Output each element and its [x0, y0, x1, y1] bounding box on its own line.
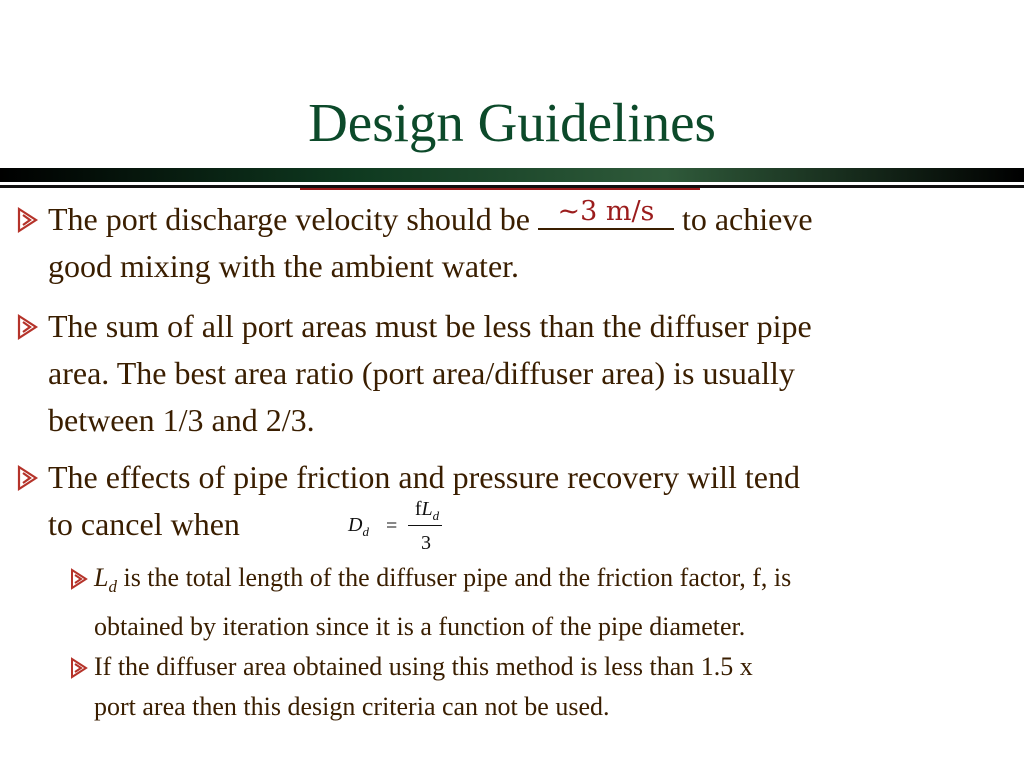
bullet-text: to cancel when — [48, 506, 240, 542]
formula-equals: = — [386, 515, 398, 537]
sub-bullet-text: obtained by iteration since it is a function of the pipe diameter. — [94, 612, 746, 642]
sub-bullet-text: If the diffuser area obtained using this method is less than 1.5 x — [94, 652, 753, 681]
ld-subscript: d — [108, 577, 117, 597]
formula-lhs: $D_d$ — [348, 514, 369, 539]
arrow-bullet-icon — [14, 196, 42, 243]
fraction-bar — [408, 525, 442, 526]
bullet-friction — [48, 454, 1008, 548]
arrow-bullet-icon — [68, 558, 90, 598]
bullet-port-area — [48, 303, 1008, 444]
formula-denominator: 3 — [421, 532, 431, 554]
slide-title: Design Guidelines — [308, 92, 716, 153]
answer-blank — [538, 198, 674, 230]
arrow-bullet-icon — [68, 647, 90, 687]
title-divider — [0, 168, 1024, 196]
sub-bullet-length — [94, 558, 1014, 647]
bullet-text: The port discharge velocity should be — [48, 201, 538, 237]
bullet-text: between 1/3 and 2/3. — [48, 402, 315, 438]
sub-bullet-text: port area then this design criteria can not be used. — [94, 692, 610, 721]
bullet-port-velocity — [48, 196, 988, 290]
bullet-text: The effects of pipe friction and pressure recovery will tend — [48, 459, 800, 495]
arrow-bullet-icon — [14, 303, 42, 350]
answer-text: ~3 m/s — [557, 196, 655, 227]
arrow-bullet-icon — [14, 454, 42, 501]
bullet-text: The sum of all port areas must be less than the diffuser pipe — [48, 308, 812, 344]
diameter-formula — [348, 498, 448, 562]
sub-bullet-criteria — [94, 647, 1014, 727]
formula-numerator: $fL_d$ — [414, 498, 440, 523]
sub-bullet-text: is the total length of the diffuser pipe and the friction factor, f, is — [116, 563, 792, 592]
bullet-text: to achieve — [673, 201, 813, 237]
ld-symbol: L — [94, 563, 109, 592]
bullet-text: good mixing with the ambient water. — [48, 248, 520, 284]
bullet-text: area. The best area ratio (port area/diffuser area) is usually — [48, 355, 795, 391]
